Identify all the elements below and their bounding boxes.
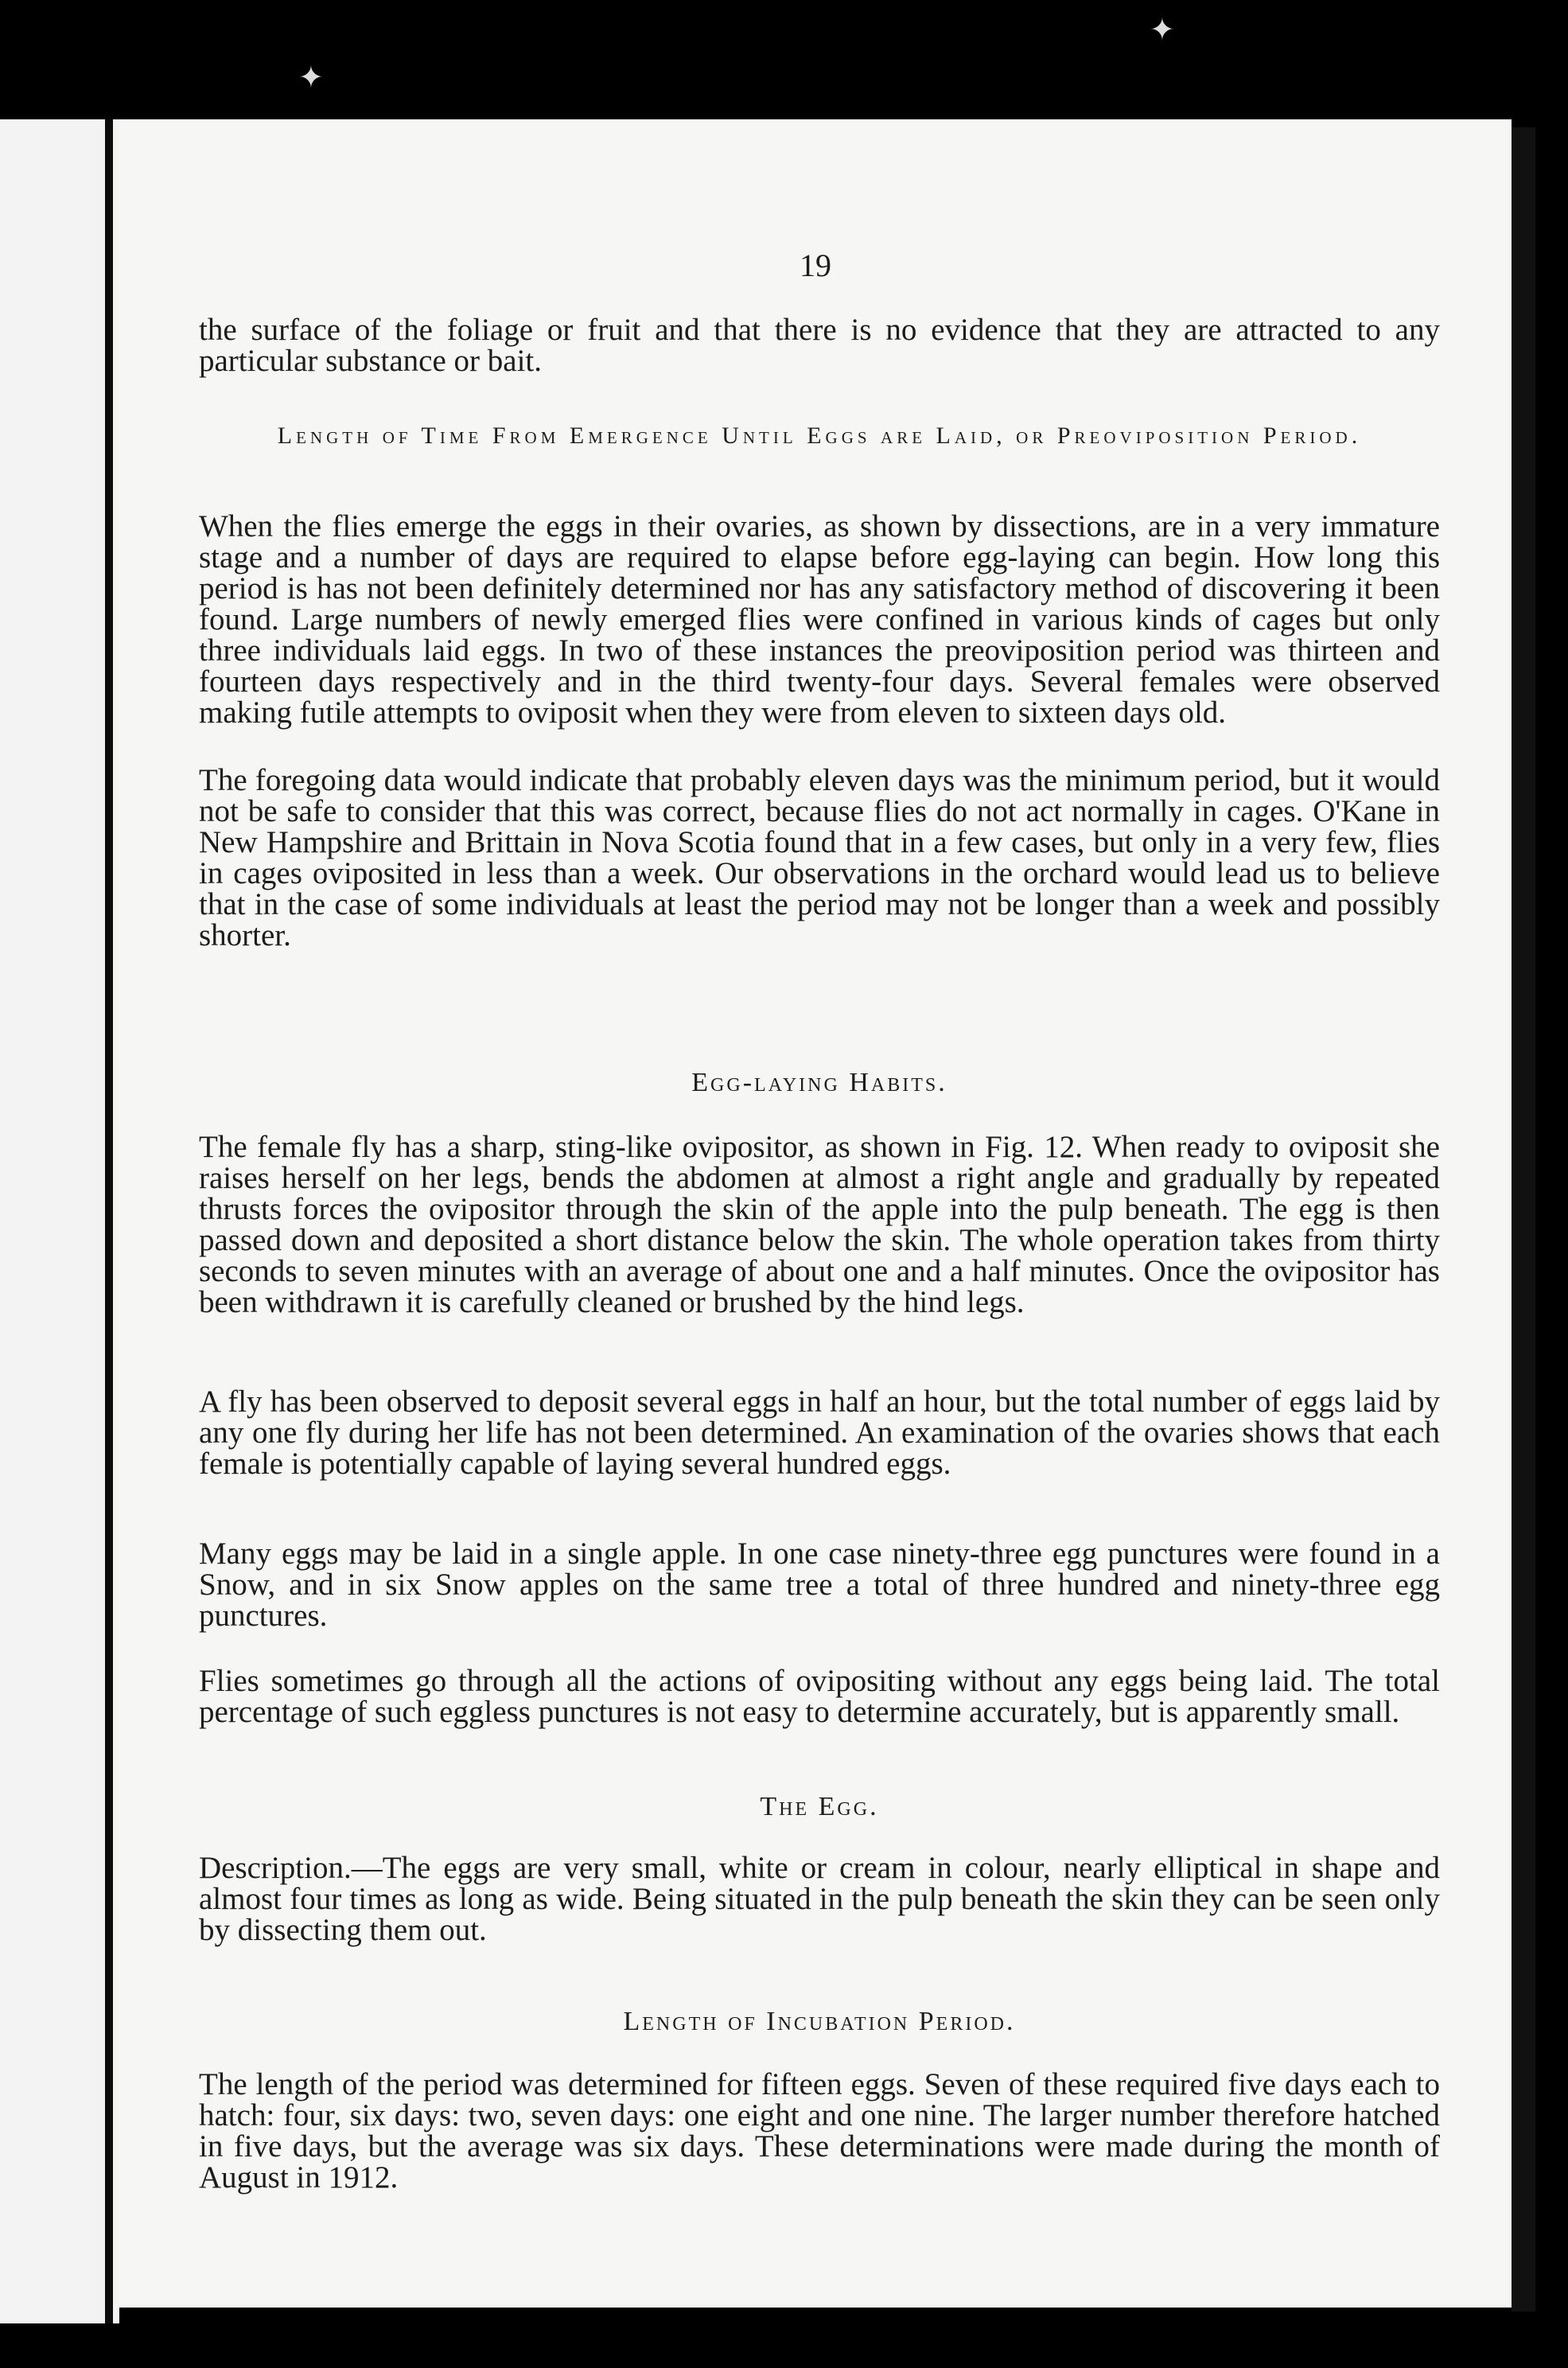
paragraph-minimum-period: The foregoing data would indicate that probably eleven days was the minimum period, but it would not be safe to consider that this was correct, because flies do not act normally in cages. O'Kane in New Hampshire and Brittain in Nova Scotia found that in a few cases, but only in a very few, flies in cages oviposited in less than a week. Our observations in the orchard would lead us to believe that in the case of some individuals at least the period may not be longer than a week and possibly shorter. — [199, 763, 1440, 952]
heading-incubation-period: Length of Incubation Period. — [623, 2007, 1016, 2036]
heading-preoviposition-period: Length of Time From Emergence Until Eggs are Laid, or Preoviposition Period. — [277, 423, 1362, 449]
heading-egg-laying-habits: Egg-laying Habits. — [691, 1068, 947, 1097]
paragraph-egg-description: Description.—The eggs are very small, white or cream in colour, nearly elliptical in shape and almost four times as long as wide. Being situated in the pulp beneath the skin they can be seen only by dissecting them out. — [199, 1851, 1440, 1947]
page-number: 19 — [800, 247, 831, 283]
scan-speck: ✦ — [1150, 12, 1175, 47]
document-page — [119, 119, 1512, 2308]
heading-the-egg: The Egg. — [760, 1792, 879, 1821]
paragraph-surface-continuation: the surface of the foliage or fruit and that there is no evidence that they are attracted to any particular substance or bait. — [199, 313, 1440, 378]
paragraph-incubation: The length of the period was determined for fifteen eggs. Seven of these required five days each to hatch: four, six days: two, seven days: one eight and one nine. The larger number therefore hatched in five days, but the average was six days. These determinations were made during the month of August in 1912. — [199, 2067, 1440, 2195]
left-page-rule — [105, 119, 113, 2323]
page-edge-shadow — [1512, 127, 1535, 2312]
paragraph-ovipositor: The female fly has a sharp, sting-like ovipositor, as shown in Fig. 12. When ready to oviposit she raises herself on her legs, bends the abdomen at almost a right angle and gradually by repeated thrusts forces the ovipositor through the skin of the apple into the pulp beneath. The egg is then passed down and deposited a short distance below the skin. The whole operation takes from thirty seconds to seven minutes with an average of about one and a half minutes. Once the ovipositor has been withdrawn it is carefully cleaned or brushed by the hind legs. — [199, 1130, 1440, 1319]
paragraph-eggless-punctures: Flies sometimes go through all the actions of ovipositing without any eggs being laid. The total percentage of such eggless punctures is not easy to determine accurately, but is apparently small. — [199, 1664, 1440, 1729]
paragraph-eggs-per-fly: A fly has been observed to deposit several eggs in half an hour, but the total number of eggs laid by any one fly during her life has not been determined. An examination of the ovaries shows that each female is potentially capable of laying several hundred eggs. — [199, 1385, 1440, 1481]
paragraph-eggs-per-apple: Many eggs may be laid in a single apple. In one case ninety-three egg punctures were found in a Snow, and in six Snow apples on the same tree a total of three hundred and ninety-three egg punctures. — [199, 1536, 1440, 1633]
scan-speck: ✦ — [298, 60, 324, 95]
paragraph-preoviposition: When the flies emerge the eggs in their ovaries, as shown by dissections, are in a very immature stage and a number of days are required to elapse before egg-laying can begin. How long this period is has not been definitely determined nor has any satisfactory method of discovering it been found. Large numbers of newly emerged flies were confined in various kinds of cages but only three individuals laid eggs. In two of these instances the preoviposition period was thirteen and fourteen days respectively and in the third twenty-four days. Several females were observed making futile attempts to oviposit when they were from eleven to sixteen days old. — [199, 509, 1440, 730]
left-page-edge — [0, 119, 119, 2323]
